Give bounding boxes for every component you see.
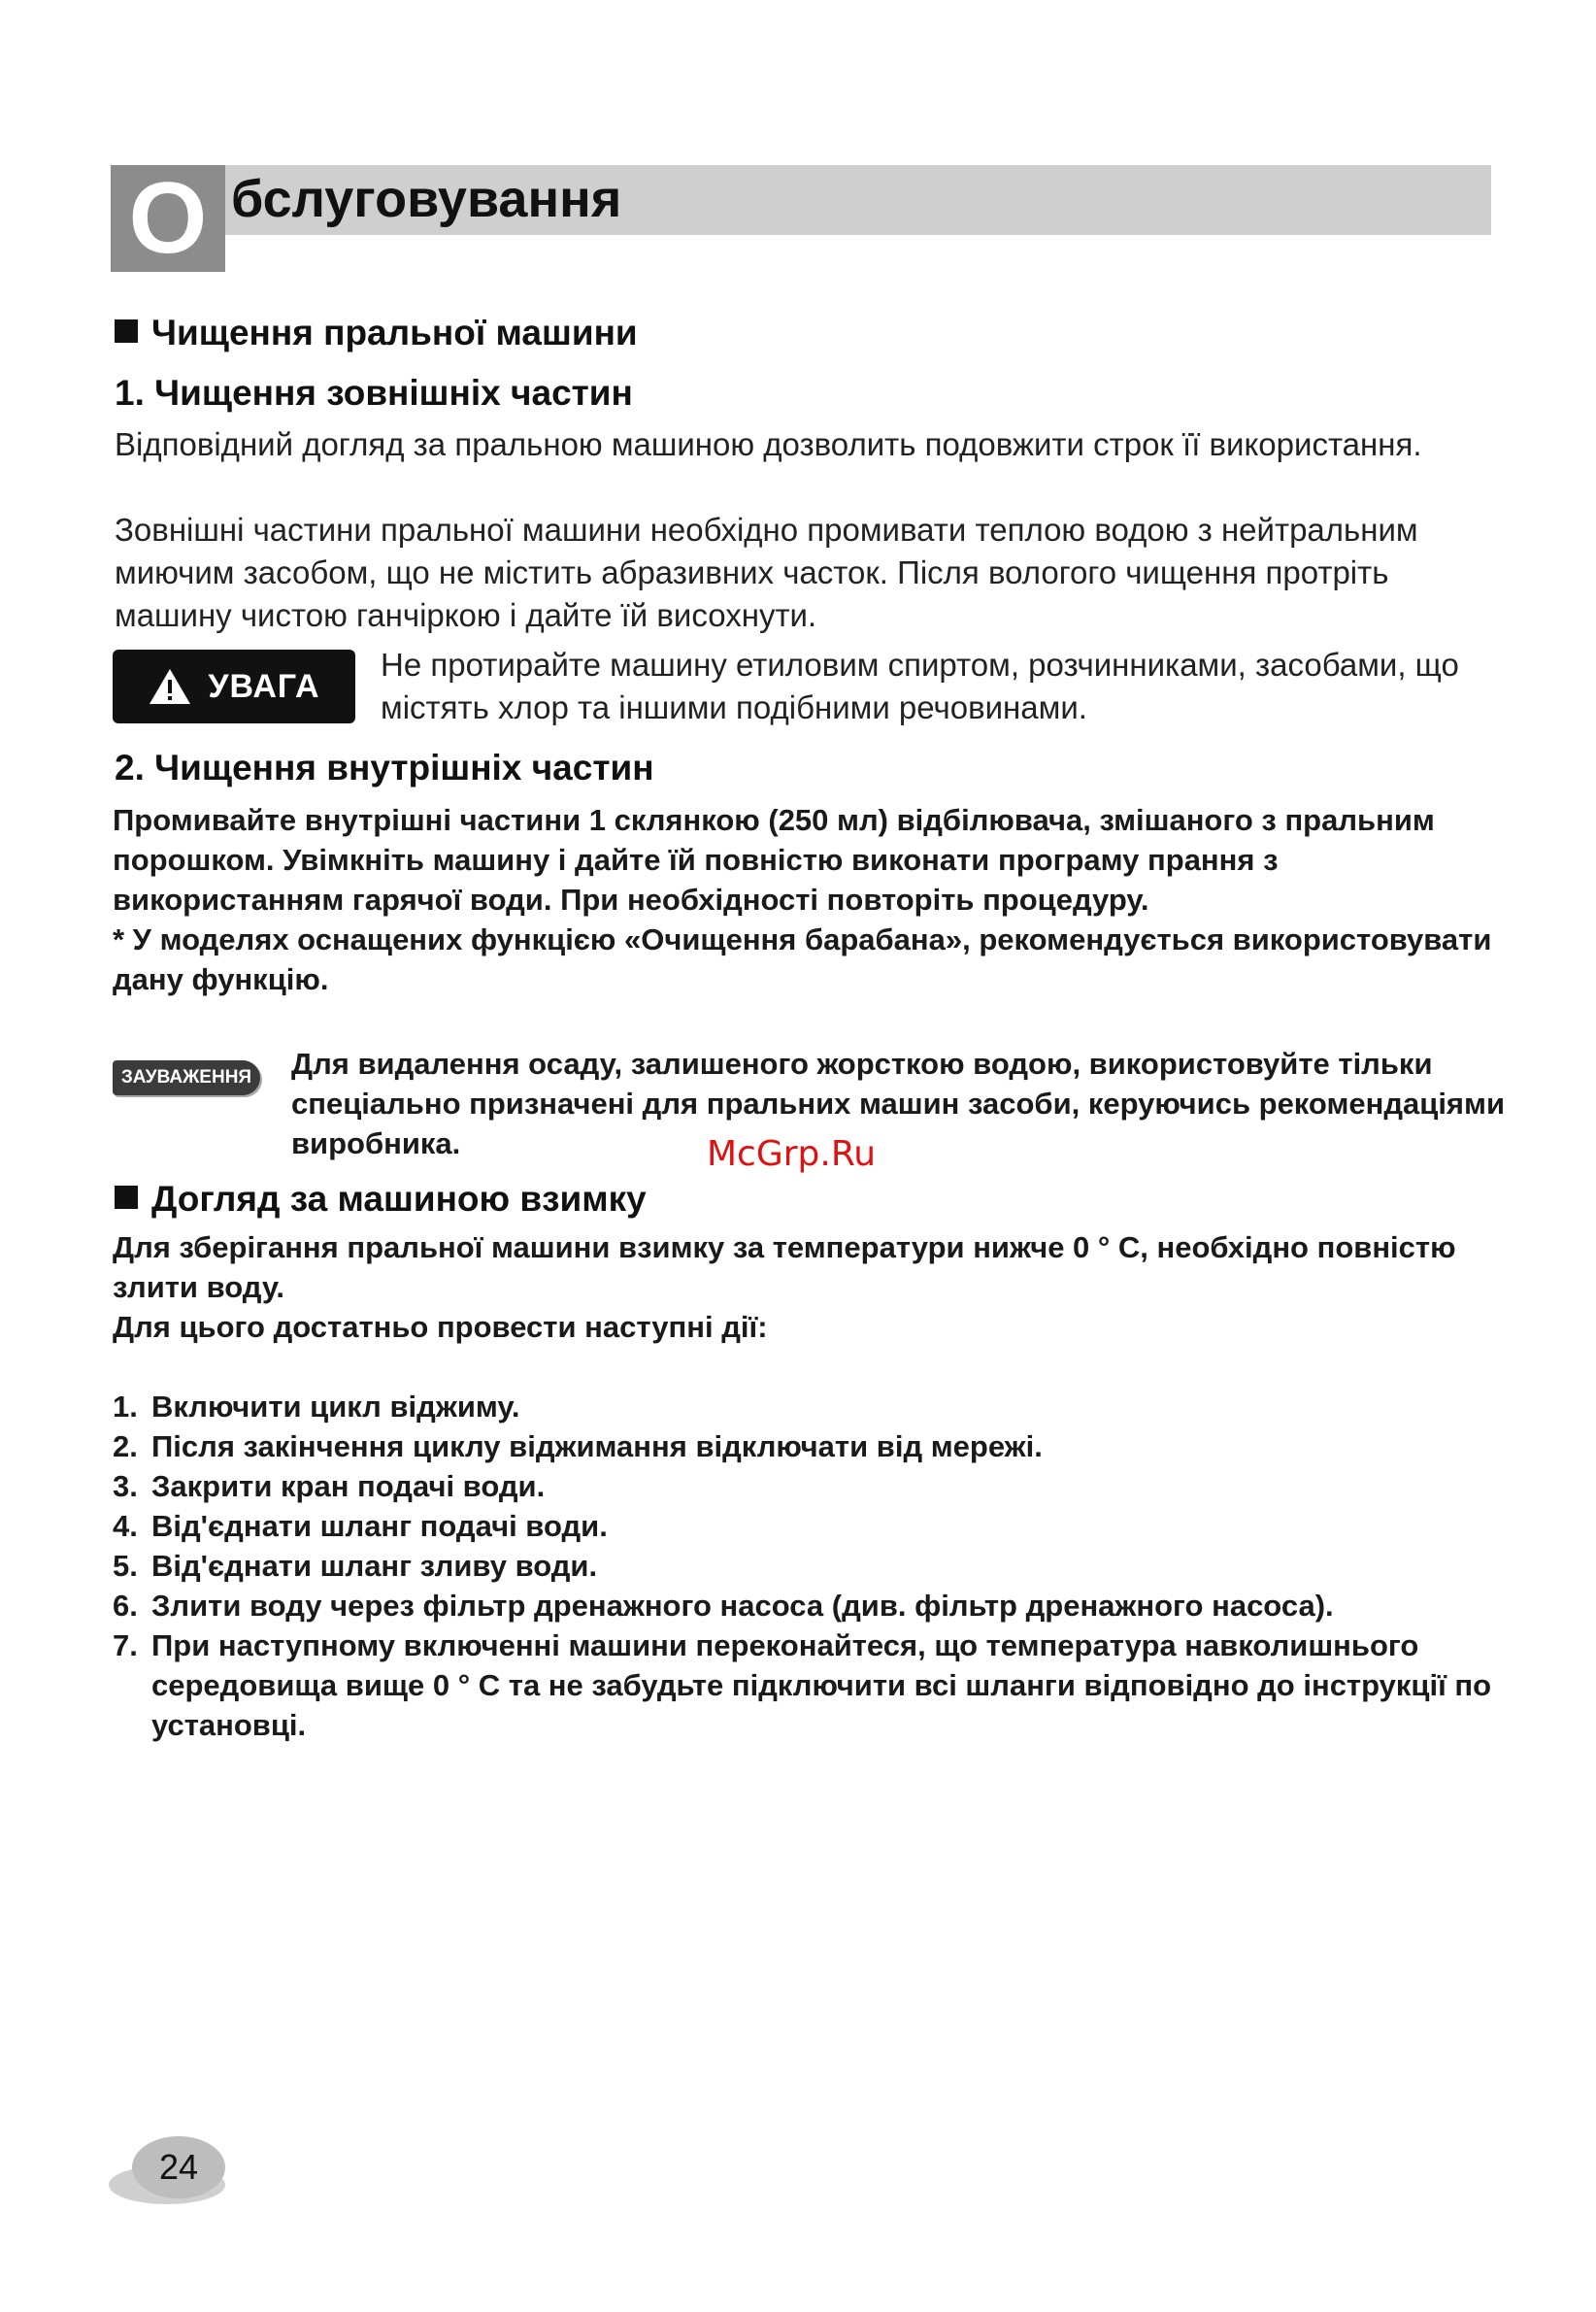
list-item bbox=[113, 1387, 1501, 1426]
step-text: Злити воду через фільтр дренажного насоса (див. фільтр дренажного насоса). bbox=[151, 1589, 1334, 1623]
paragraph-care: Відповідний догляд за пральною машиною дозволить подовжити строк її використання. bbox=[115, 426, 1422, 462]
list-item bbox=[113, 1546, 1501, 1586]
page-number-badge bbox=[109, 2136, 229, 2208]
step-text: Після закінчення циклу віджимання відключати від мережі. bbox=[151, 1429, 1043, 1463]
paragraph-steps-intro: Для цього достатньо провести наступні дії: bbox=[113, 1310, 768, 1344]
section-heading-cleaning bbox=[115, 313, 638, 353]
page-title: бслуговування bbox=[231, 170, 622, 228]
paragraph-drum-clean-note: * У моделях оснащених функцією «Очищення барабана», рекомендується використовувати дану функцію. bbox=[113, 922, 1492, 996]
subheading-exterior: 1. Чищення зовнішніх частин bbox=[115, 373, 633, 413]
warning-label: УВАГА bbox=[208, 667, 320, 705]
page-number: 24 bbox=[132, 2136, 225, 2198]
square-bullet-icon bbox=[115, 319, 138, 343]
note-text: Для видалення осаду, залишеного жорсткою водою, використовуйте тільки спеціально призначені для пральних машин засоби, керуючись рекомендаціями виробника. bbox=[291, 1047, 1506, 1160]
section-heading-winter bbox=[115, 1179, 647, 1220]
paragraph-exterior-cleaning: Зовнішні частини пральної машини необхідно промивати теплою водою з нейтральним миючим засобом, що не містить абразивних часток. Після вологого чищення протріть машину чистою ганчіркою і дайте їй висохнути. bbox=[115, 512, 1418, 633]
step-number: 1. bbox=[113, 1390, 138, 1424]
list-item bbox=[113, 1586, 1501, 1625]
paragraph-interior-cleaning: Промивайте внутрішні частини 1 склянкою (250 мл) відбілювача, змішаного з пральним порошком. Увімкніть машину і дайте їй повністю виконати програму прання з використанням гарячої води. При необхідності повторіть процедуру. bbox=[113, 803, 1435, 917]
note-badge: ЗАУВАЖЕННЯ bbox=[113, 1060, 260, 1095]
step-number: 5. bbox=[113, 1549, 138, 1583]
step-number: 7. bbox=[113, 1628, 138, 1662]
list-item bbox=[113, 1625, 1501, 1745]
section-heading-text: Догляд за машиною взимку bbox=[151, 1179, 647, 1219]
step-number: 2. bbox=[113, 1429, 138, 1463]
step-text: При наступному включенні машини переконайтеся, що температура навколишнього середовища вище 0 ° С та не забудьте підключити всі шланги відповідно до інструкції по установці. bbox=[151, 1628, 1492, 1742]
warning-text: Не протирайте машину етиловим спиртом, розчинниками, засобами, що містять хлор та іншими подібними речовинами. bbox=[381, 647, 1459, 725]
watermark: McGrp.Ru bbox=[707, 1134, 877, 1174]
paragraph-winter-storage: Для зберігання пральної машини взимку за температури нижче 0 ° С, необхідно повністю злити воду. bbox=[113, 1230, 1456, 1304]
step-text: Від'єднати шланг подачі води. bbox=[151, 1509, 608, 1543]
step-number: 6. bbox=[113, 1589, 138, 1623]
list-item bbox=[113, 1466, 1501, 1506]
step-text: Включити цикл віджиму. bbox=[151, 1390, 520, 1424]
step-number: 3. bbox=[113, 1469, 138, 1503]
warning-badge bbox=[113, 650, 355, 723]
step-number: 4. bbox=[113, 1509, 138, 1543]
list-item bbox=[113, 1426, 1501, 1466]
title-initial-block: О bbox=[111, 165, 225, 272]
subheading-interior: 2. Чищення внутрішніх частин bbox=[115, 748, 654, 787]
step-text: Закрити кран подачі води. bbox=[151, 1469, 546, 1503]
winter-steps-list bbox=[113, 1387, 1501, 1745]
warning-triangle-icon bbox=[148, 667, 192, 706]
section-heading-text: Чищення пральної машини bbox=[151, 313, 638, 352]
step-text: Від'єднати шланг зливу води. bbox=[151, 1549, 598, 1583]
list-item bbox=[113, 1506, 1501, 1546]
square-bullet-icon bbox=[115, 1186, 138, 1209]
